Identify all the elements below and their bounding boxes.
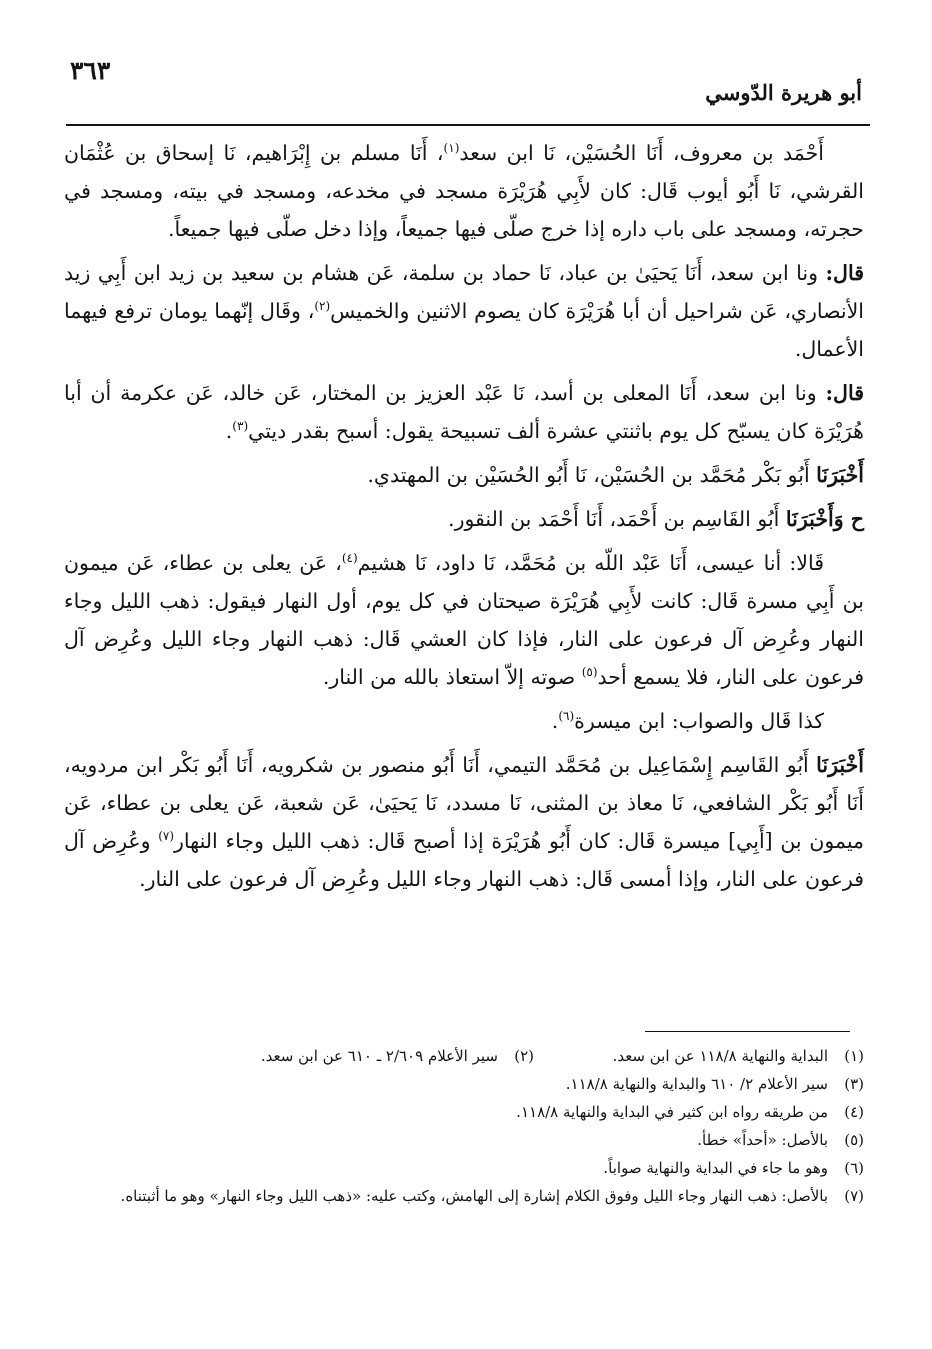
paragraph-text-cont: ، أَنَا مسلم بن إِبْرَاهيم، نَا إسحاق بن عُثْمَان القرشي، نَا أَبُو أيوب قَال: كان لأَبِي هُرَيْرَة مسجد في مخدعه، ومسجد في بيته، ومسجد في حجرته، ومسجد على باب داره إذا خرج صلّى فيها جميعاً، وإذا دخل صلّى فيها جميعاً. <box>64 141 864 241</box>
footnote-2 <box>204 1042 534 1070</box>
footnote-number: (٤) <box>844 1103 864 1121</box>
footnote-3 <box>64 1070 864 1098</box>
footnote-4 <box>64 1098 864 1126</box>
main-text <box>64 134 864 904</box>
paragraph-lead: ح وَأَخْبَرَنَا <box>785 507 864 531</box>
paragraph-text: أَحْمَد بن معروف، أَنَا الحُسَيْن، نَا ابن سعد <box>459 141 824 165</box>
paragraph-text-cont: . <box>225 419 233 443</box>
paragraph-2 <box>64 254 864 368</box>
footnote-text: البداية والنهاية ١١٨/٨ عن ابن سعد. <box>612 1047 828 1065</box>
page-number: ٣٦٣ <box>70 56 111 85</box>
footnote-ref-6: (٦) <box>558 709 575 724</box>
footnote-1 <box>534 1042 864 1070</box>
footnote-ref-4: (٤) <box>341 551 358 566</box>
footnote-7 <box>64 1182 864 1210</box>
footnote-ref-2: (٢) <box>314 299 331 314</box>
paragraph-text-cont: . <box>551 709 559 733</box>
footnote-text: بالأصل: «أحداً» خطأ. <box>697 1131 828 1149</box>
paragraph-lead: قال: <box>825 261 864 285</box>
running-head: أبو هريرة الدّوسي <box>705 80 862 105</box>
footnote-ref-3: (٣) <box>232 419 249 434</box>
footnote-number: (٥) <box>844 1131 864 1149</box>
paragraph-text: أَبُو القَاسِم بن أَحْمَد، أَنَا أَحْمَد بن النقور. <box>448 507 786 531</box>
paragraph-text: ونا ابن سعد، أَنَا المعلى بن أسد، نَا عَبْد العزيز بن المختار، عَن خالد، عَن عكرمة أن أبا هُرَيْرَة كان يسبّح كل يوم باثنتي عشرة ألف تسبيحة يقول: أسبح بقدر ديتي <box>64 381 864 443</box>
paragraph-lead: قال: <box>825 381 864 405</box>
footnote-row <box>64 1042 864 1070</box>
paragraph-text: ونا ابن سعد، أَنَا يَحيَىٰ بن عباد، نَا حماد بن سلمة، عَن هشام بن سعيد بن زيد ابن أَبِي زيد الأنصاري، عَن شراحيل أن أبا هُرَيْرَة كان يصوم الاثنين والخميس <box>64 261 864 323</box>
footnote-text: سير الأعلام ٢/٦٠٩ ـ ٦١٠ عن ابن سعد. <box>260 1047 498 1065</box>
footnote-separator <box>645 1031 850 1032</box>
paragraph-text-cont: ، عَن يعلى بن عطاء، عَن ميمون بن أَبِي مسرة قَال: كانت لأَبِي هُرَيْرَة صيحتان في كل يوم، أول النهار فيقول: ذهب الليل وجاء النهار وعُرِض آل فرعون على النار، فإذا كان العشي قَال: ذهب النهار وجاء الليل وعُرِض آل فرعون على النار، فلا يسمع أحد <box>64 551 864 689</box>
footnote-5 <box>64 1126 864 1154</box>
footnote-number: (١) <box>844 1047 864 1065</box>
paragraph-text: أَبُو بَكْر مُحَمَّد بن الحُسَيْن، نَا أَبُو الحُسَيْن بن المهتدي. <box>367 463 817 487</box>
footnote-text: وهو ما جاء في البداية والنهاية صواباً. <box>603 1159 828 1177</box>
paragraph-text: قَالا: أنا عيسى، أَنَا عَبْد اللّه بن مُحَمَّد، نَا داود، نَا هشيم <box>357 551 824 575</box>
footnote-ref-1: (١) <box>443 141 460 156</box>
paragraph-text-cont: وعُرِض آل فرعون على النار، وإذا أمسى قَال: ذهب النهار وجاء الليل وعُرِض آل فرعون على النار. <box>64 829 864 891</box>
paragraph-1 <box>64 134 864 248</box>
footnote-text: سير الأعلام ٢/ ٦١٠ والبداية والنهاية ١١٨/٨. <box>565 1075 828 1093</box>
paragraph-7 <box>64 702 864 740</box>
paragraph-4 <box>64 456 864 494</box>
paragraph-text: أَبُو القَاسِم إِسْمَاعِيل بن مُحَمَّد التيمي، أَنَا أَبُو منصور بن شكرويه، أَنَا أَبُو بَكْر ابن مردويه، أَنَا أَبُو بَكْر الشافعي، نَا معاذ بن المثنى، نَا مسدد، نَا يَحيَىٰ، عَن شعبة، عَن يعلى بن عطاء، عَن ميمون بن [أَبِي] ميسرة قَال: كان أَبُو هُرَيْرَة إذا أصبح قَال: ذهب الليل وجاء النهار <box>64 753 864 853</box>
footnotes <box>64 1042 864 1210</box>
footnote-number: (٣) <box>844 1075 864 1093</box>
footnote-ref-7: (٧) <box>158 829 175 844</box>
paragraph-text-cont: ، وقَال إنّهما يومان ترفع فيهما الأعمال. <box>64 299 864 361</box>
footnote-6 <box>64 1154 864 1182</box>
footnote-number: (٧) <box>844 1187 864 1205</box>
footnote-ref-5: (٥) <box>581 665 598 680</box>
header-rule <box>66 124 870 126</box>
paragraph-6 <box>64 544 864 696</box>
paragraph-text-cont-2: صوته إلاّ استعاذ بالله من النار. <box>322 665 582 689</box>
footnote-text: من طريقه رواه ابن كثير في البداية والنهاية ١١٨/٨. <box>516 1103 828 1121</box>
paragraph-8 <box>64 746 864 898</box>
paragraph-lead: أَخْبَرَنَا <box>816 463 864 487</box>
footnote-number: (٢) <box>514 1047 534 1065</box>
footnote-number: (٦) <box>844 1159 864 1177</box>
paragraph-text: كذا قَال والصواب: ابن ميسرة <box>574 709 824 733</box>
paragraph-3 <box>64 374 864 450</box>
paragraph-lead: أَخْبَرَنَا <box>816 753 864 777</box>
footnote-text: بالأصل: ذهب النهار وجاء الليل وفوق الكلام إشارة إلى الهامش، وكتب عليه: «ذهب الليل وجاء النهار» وهو ما أثبتناه. <box>120 1187 828 1205</box>
paragraph-5 <box>64 500 864 538</box>
